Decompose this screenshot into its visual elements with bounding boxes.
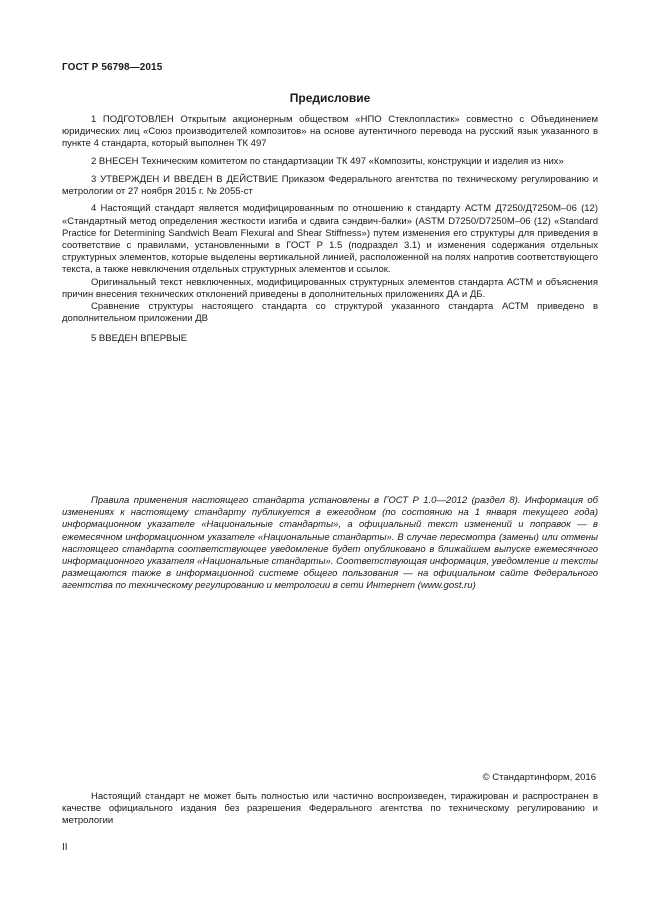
copyright-line: © Стандартинформ, 2016 xyxy=(482,772,596,783)
foreword-body xyxy=(62,114,598,345)
document-code: ГОСТ Р 56798—2015 xyxy=(62,62,163,73)
foreword-item-3: 3 УТВЕРЖДЕН И ВВЕДЕН В ДЕЙСТВИЕ Приказом Федерального агентства по техническому регулированию и метрологии от 27 ноября 2015 г. № 2055-ст xyxy=(62,173,598,197)
reproduction-rights-notice: Настоящий стандарт не может быть полностью или частично воспроизведен, тиражирован и распространен в качестве официального издания без разрешения Федерального агентства по техническому регулированию и метрологии xyxy=(62,791,598,827)
foreword-item-1: 1 ПОДГОТОВЛЕН Открытым акционерным обществом «НПО Стеклопластик» совместно с Объединением юридических лиц «Союз производителей композитов» на основе аутентичного перевода на русский язык указанного в пункте 4 стандарта, который выполнен ТК 497 xyxy=(62,114,598,150)
foreword-item-4: 4 Настоящий стандарт является модифицированным по отношению к стандарту АСТМ Д7250/Д7250М–06 (12) «Стандартный метод определения жесткости изгиба и сдвига сэндвич-балки» (ASTM D7250/D7250M–06 (12) «Standard Practice for Determining Sandwich Beam Flexural and Shear Stiffness») путем изменения его структуры для приведения в соответствие с правилами, установленными в ГОСТ Р 1.5 (подраздел 3.1) и изменения содержания отдельных структурных элементов, которые выделены вертикальной линией, расположенной на полях напротив соответствующего текста, а также невключения отдельных структурных элементов и ссылок. xyxy=(62,203,598,276)
foreword-item-5: 5 ВВЕДЕН ВПЕРВЫЕ xyxy=(91,332,188,344)
page-number: II xyxy=(62,842,68,853)
section-title: Предисловие xyxy=(289,91,371,105)
foreword-item-2: 2 ВНЕСЕН Техническим комитетом по стандартизации ТК 497 «Композиты, конструкции и изделия из них» xyxy=(91,156,564,167)
foreword-item-4-structure-comparison: Сравнение структуры настоящего стандарта со структурой указанного стандарта АСТМ приведено в дополнительном приложении ДВ xyxy=(62,301,598,325)
document-page xyxy=(62,0,598,913)
application-rules-notice: Правила применения настоящего стандарта установлены в ГОСТ Р 1.0—2012 (раздел 8). Информация об изменениях к настоящему стандарту публикуется в ежегодном (по состоянию на 1 января текущего года) информационном указателе «Национальные стандарты», а официальный текст изменений и поправок — в ежемесячном информационном указателе «Национальные стандарты». В случае пересмотра (замены) или отмены настоящего стандарта соответствующее уведомление будет опубликовано в ближайшем выпуске ежемесячного информационного указателя «Национальные стандарты». Соответствующая информация, уведомление и тексты размещаются также в информационной системе общего пользования — на официальном сайте Федерального агентства по техническому регулированию и метрологии в сети Интернет (www.gost.ru) xyxy=(62,495,598,592)
foreword-item-4-original-text: Оригинальный текст невключенных, модифицированных структурных элементов стандарта АСТМ и объяснения причин внесения технических отклонений приведены в дополнительных приложениях ДА и ДБ. xyxy=(62,276,598,300)
